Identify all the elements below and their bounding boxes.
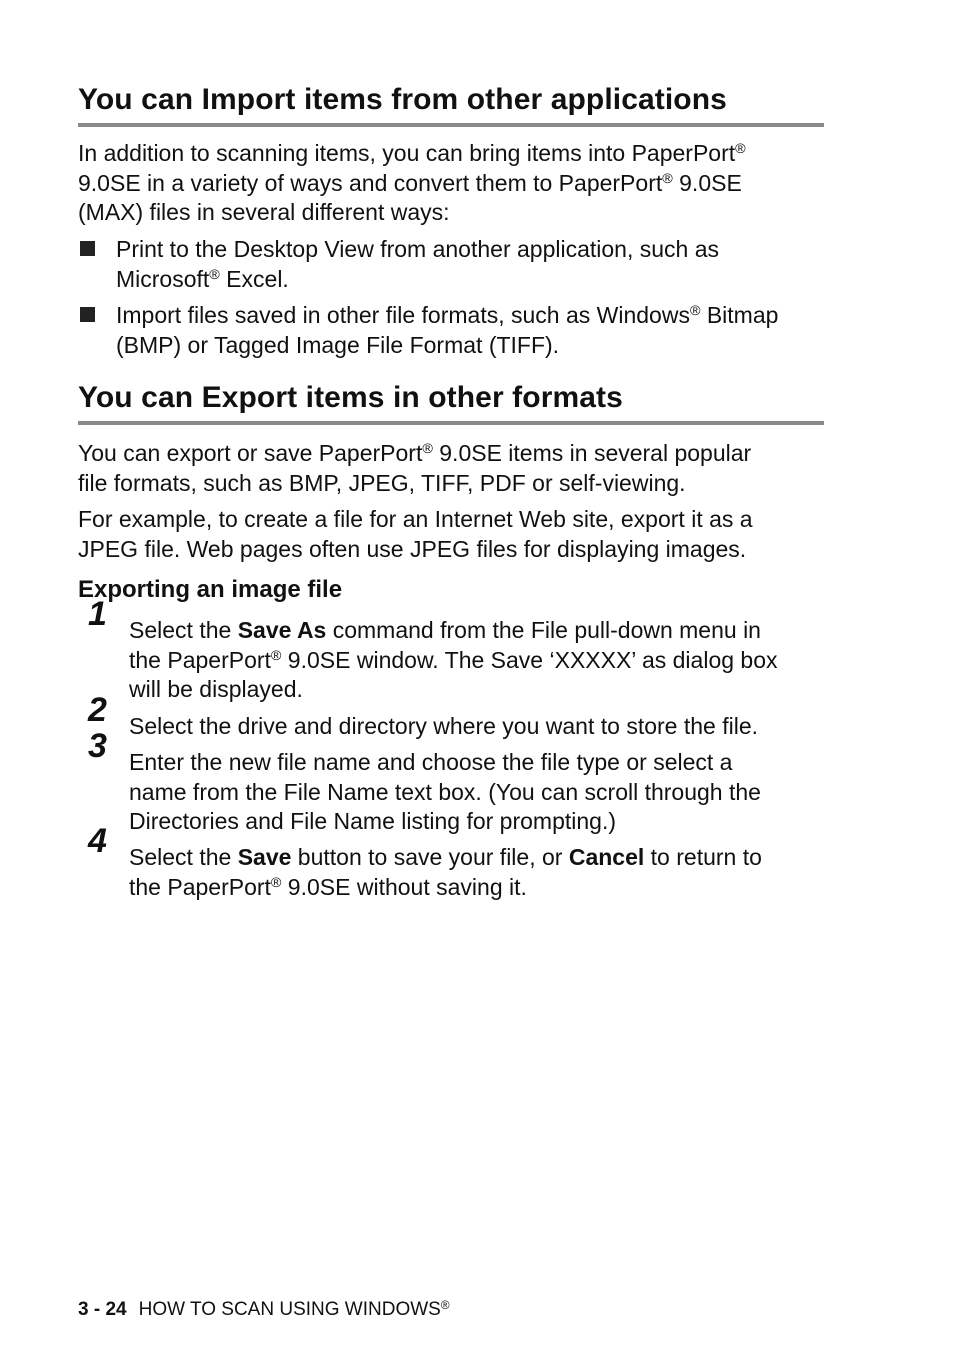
step-text: 9.0SE window. The Save ‘XXXXX’ as dialog box xyxy=(281,646,778,673)
registered-mark: ® xyxy=(270,874,282,891)
paragraph-text: file formats, such as BMP, JPEG, TIFF, PDF or self-viewing. xyxy=(78,469,686,496)
step-text: command from the File pull-down menu in xyxy=(326,617,761,643)
registered-mark: ® xyxy=(735,141,746,158)
step-item xyxy=(78,822,824,902)
paragraph-text: You can export or save PaperPort xyxy=(78,440,423,466)
intro-text: 9.0SE in a variety of ways and convert them to PaperPort xyxy=(78,169,663,196)
step-text: Select the xyxy=(129,617,238,643)
step-text: 9.0SE without saving it. xyxy=(281,873,527,900)
chapter-title: HOW TO SCAN USING WINDOWS xyxy=(138,1299,441,1320)
registered-mark: ® xyxy=(689,303,701,320)
paragraph-text: 9.0SE items in several popular xyxy=(432,440,752,466)
step-text: the PaperPort xyxy=(129,873,271,900)
subheading-exporting: Exporting an image file xyxy=(78,576,343,603)
step-bold-text: Save xyxy=(237,844,292,870)
page-number: 3 - 24 xyxy=(78,1299,127,1320)
step-number: 4 xyxy=(88,822,107,860)
step-text: name from the File Name text box. (You can scroll through the xyxy=(129,778,761,805)
bullet-text: Excel. xyxy=(219,265,289,292)
paragraph-text: JPEG file. Web pages often use JPEG files for displaying images. xyxy=(78,535,747,562)
step-number: 3 xyxy=(88,727,107,765)
page-footer xyxy=(78,1299,450,1321)
intro-paragraph xyxy=(78,139,824,228)
bullet-text: Bitmap xyxy=(700,302,779,328)
square-bullet-icon xyxy=(80,307,95,322)
step-text: button to save your file, or xyxy=(291,844,569,870)
bullet-item xyxy=(78,235,824,294)
export-paragraph xyxy=(78,439,824,498)
step-text: Enter the new file name and choose the file type or select a xyxy=(129,749,733,775)
section-heading-export: You can Export items in other formats xyxy=(78,381,824,425)
bullet-text: Print to the Desktop View from another application, such as xyxy=(116,236,720,262)
registered-mark: ® xyxy=(422,441,433,458)
example-paragraph xyxy=(78,505,824,564)
bullet-text: Import files saved in other file formats, such as Windows xyxy=(116,302,690,328)
step-text: to return to xyxy=(644,844,762,870)
step-number: 1 xyxy=(88,595,107,633)
intro-text: In addition to scanning items, you can bring items into PaperPort xyxy=(78,140,736,166)
step-bold-text: Save As xyxy=(237,617,327,643)
square-bullet-icon xyxy=(80,241,95,256)
paragraph-text: For example, to create a file for an Internet Web site, export it as a xyxy=(78,506,753,532)
step-text: Select the drive and directory where you want to store the file. xyxy=(129,713,758,739)
section-heading-import: You can Import items from other applications xyxy=(78,83,824,127)
intro-text: (MAX) files in several different ways: xyxy=(78,199,450,225)
bullet-item xyxy=(78,301,824,360)
intro-text: 9.0SE xyxy=(672,169,742,196)
registered-mark: ® xyxy=(440,1298,450,1312)
step-text: Select the xyxy=(129,844,238,870)
step-text: will be displayed. xyxy=(129,676,303,702)
bullet-text: (BMP) or Tagged Image File Format (TIFF). xyxy=(116,331,560,358)
step-item xyxy=(78,727,824,837)
registered-mark: ® xyxy=(209,266,220,283)
registered-mark: ® xyxy=(270,647,282,664)
step-item xyxy=(78,691,824,742)
step-text: the PaperPort xyxy=(129,646,271,673)
step-number: 2 xyxy=(88,691,107,729)
bullet-text: Microsoft xyxy=(116,265,210,292)
step-bold-text: Cancel xyxy=(568,844,645,870)
registered-mark: ® xyxy=(662,170,673,187)
step-text: Directories and File Name listing for prompting.) xyxy=(129,808,617,834)
step-item xyxy=(78,595,824,705)
